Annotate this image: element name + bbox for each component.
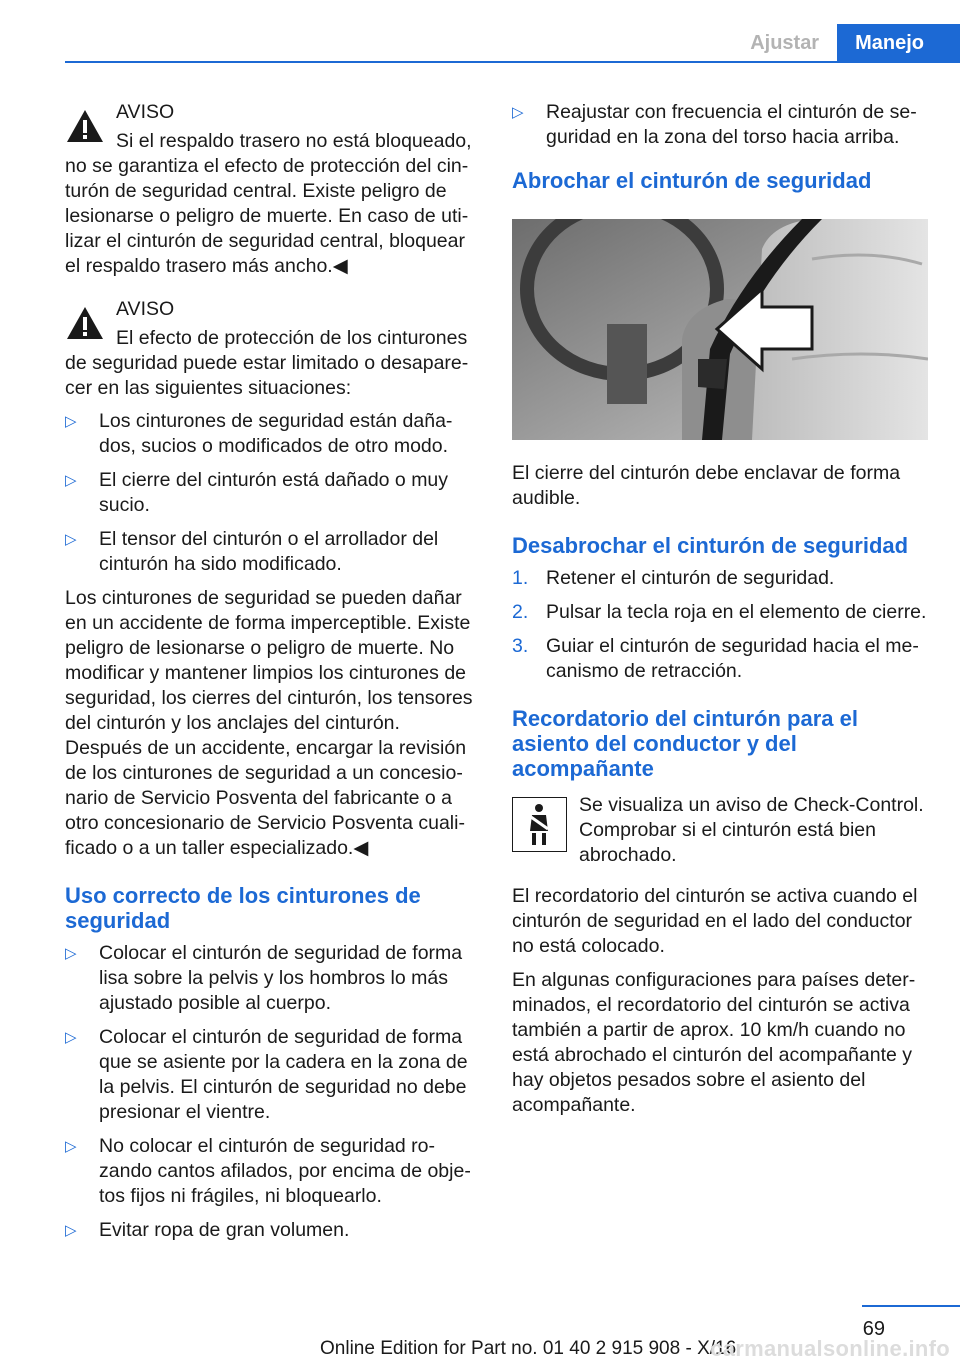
list-item: ▷ Evitar ropa de gran volumen. [65,1219,350,1241]
list-item: ▷ Los cinturones de seguridad están dañados, sucios o modificados de otro modo. [65,410,453,457]
section-title-fasten: Abrochar el cinturón de seguridad [512,168,872,193]
list-item: ▷ El tensor del cinturón o el arrollador del cinturón ha sido modificado. [65,528,439,575]
list-item: ▷ Reajustar con frecuencia el cinturón de seguridad en la zona del torso hacia arriba. [512,101,917,148]
footer-rule [862,1305,960,1307]
warning-body: de seguridad puede estar limitado o desaparecer en las siguientes situaciones: [65,352,469,399]
correct-use-list [65,941,480,1243]
warning-first-line: Si el respaldo trasero no está bloqueado, [116,130,472,152]
warning-list [65,409,480,577]
warning-box-1 [65,100,480,279]
warning-title: AVISO [116,101,175,123]
list-item: 2. Pulsar la tecla roja en el elemento de cierre. [512,601,927,623]
warning-triangle-icon [65,305,105,342]
photo-caption: El cierre del cinturón debe enclavar de forma audible. [512,462,901,509]
triangle-bullet-icon: ▷ [65,945,77,962]
list-item: 1. Retener el cinturón de seguridad. [512,567,835,589]
reminder-paragraph-2: En algunas configuraciones para países determinados, el recordatorio del cinturón se activa también a partir de aprox. 10 km/h cuando no está abrochado el cinturón del acompañante y hay objetos pesados sobre el asiento del acompañante. [512,969,916,1116]
header-rule [65,61,960,63]
section-title-unfasten: Desabrochar el cinturón de seguridad [512,533,909,558]
header-tabs [732,24,960,62]
seatbelt-buckle-photo [512,219,928,440]
tab-ajustar[interactable]: Ajustar [732,24,837,62]
right-column [512,100,930,1127]
reminder-text: Se visualiza un aviso de Check-Control. Comprobar si el cinturón está bien abrochado. [579,794,924,866]
damage-paragraph: Los cinturones de seguridad se pueden dañar en un accidente de forma imperceptible. Existe peligro de lesionarse o peligro de muerte. No modificar y mantener limpios los cinturones de seguridad, los cierres del cinturón, los tensores del cinturón y los anclajes del cinturón. Después de un accidente, encargar la revisión de los cinturones de seguridad a un concesionario de Servicio Posventa del fabricante o a otro concesionario de Servicio Posventa cualificado o a un taller especializado.◀ [65,587,473,859]
section-title-reminder: Recordatorio del cinturón para el asiento del conductor y del acompañante [512,706,858,781]
list-item: ▷ Colocar el cinturón de seguridad de forma que se asiente por la cadera en la zona de la pelvis. El cinturón de seguridad no debe presionar el vientre. [65,1026,468,1123]
page-number: 69 [862,1318,885,1340]
seatbelt-icon [512,797,567,852]
warning-triangle-icon [65,108,105,145]
warning-body: no se garantiza el efecto de protección del cinturón de seguridad central. Existe peligro de lesionarse o peligro de muerte. En caso de utilizar el cinturón de seguridad central, bloquear el respaldo trasero más ancho.◀ [65,155,469,277]
edition-text: Online Edition for Part no. 01 40 2 915 908 - X/16 [320,1338,737,1359]
list-item: ▷ No colocar el cinturón de seguridad rozando cantos afilados, por encima de objetos fijos ni frágiles, ni bloquearlo. [65,1135,471,1207]
warning-first-line: El efecto de protección de los cinturones [116,327,468,349]
left-column [65,100,480,1252]
triangle-bullet-icon: ▷ [65,1138,77,1155]
list-item: ▷ El cierre del cinturón está dañado o muy sucio. [65,469,449,516]
watermark: carmanualsonline.info [710,1336,950,1361]
adjust-list [512,100,930,150]
section-title-correct-use: Uso correcto de los cinturones de seguridad [65,883,421,933]
warning-box-2 [65,297,480,401]
triangle-bullet-icon: ▷ [65,1222,77,1239]
triangle-bullet-icon: ▷ [65,531,77,548]
reminder-paragraph-1: El recordatorio del cinturón se activa cuando el cinturón de seguridad en el lado del conductor no está colocado. [512,885,918,957]
reminder-block [512,793,930,868]
triangle-bullet-icon: ▷ [512,104,524,121]
triangle-bullet-icon: ▷ [65,1029,77,1046]
warning-title: AVISO [116,298,175,320]
unfasten-steps [512,566,930,684]
tab-manejo[interactable]: Manejo [837,24,960,62]
triangle-bullet-icon: ▷ [65,413,77,430]
list-item: 3. Guiar el cinturón de seguridad hacia el mecanismo de retracción. [512,635,919,682]
triangle-bullet-icon: ▷ [65,472,77,489]
list-item: ▷ Colocar el cinturón de seguridad de forma lisa sobre la pelvis y los hombros lo más ajustado posible al cuerpo. [65,942,463,1014]
